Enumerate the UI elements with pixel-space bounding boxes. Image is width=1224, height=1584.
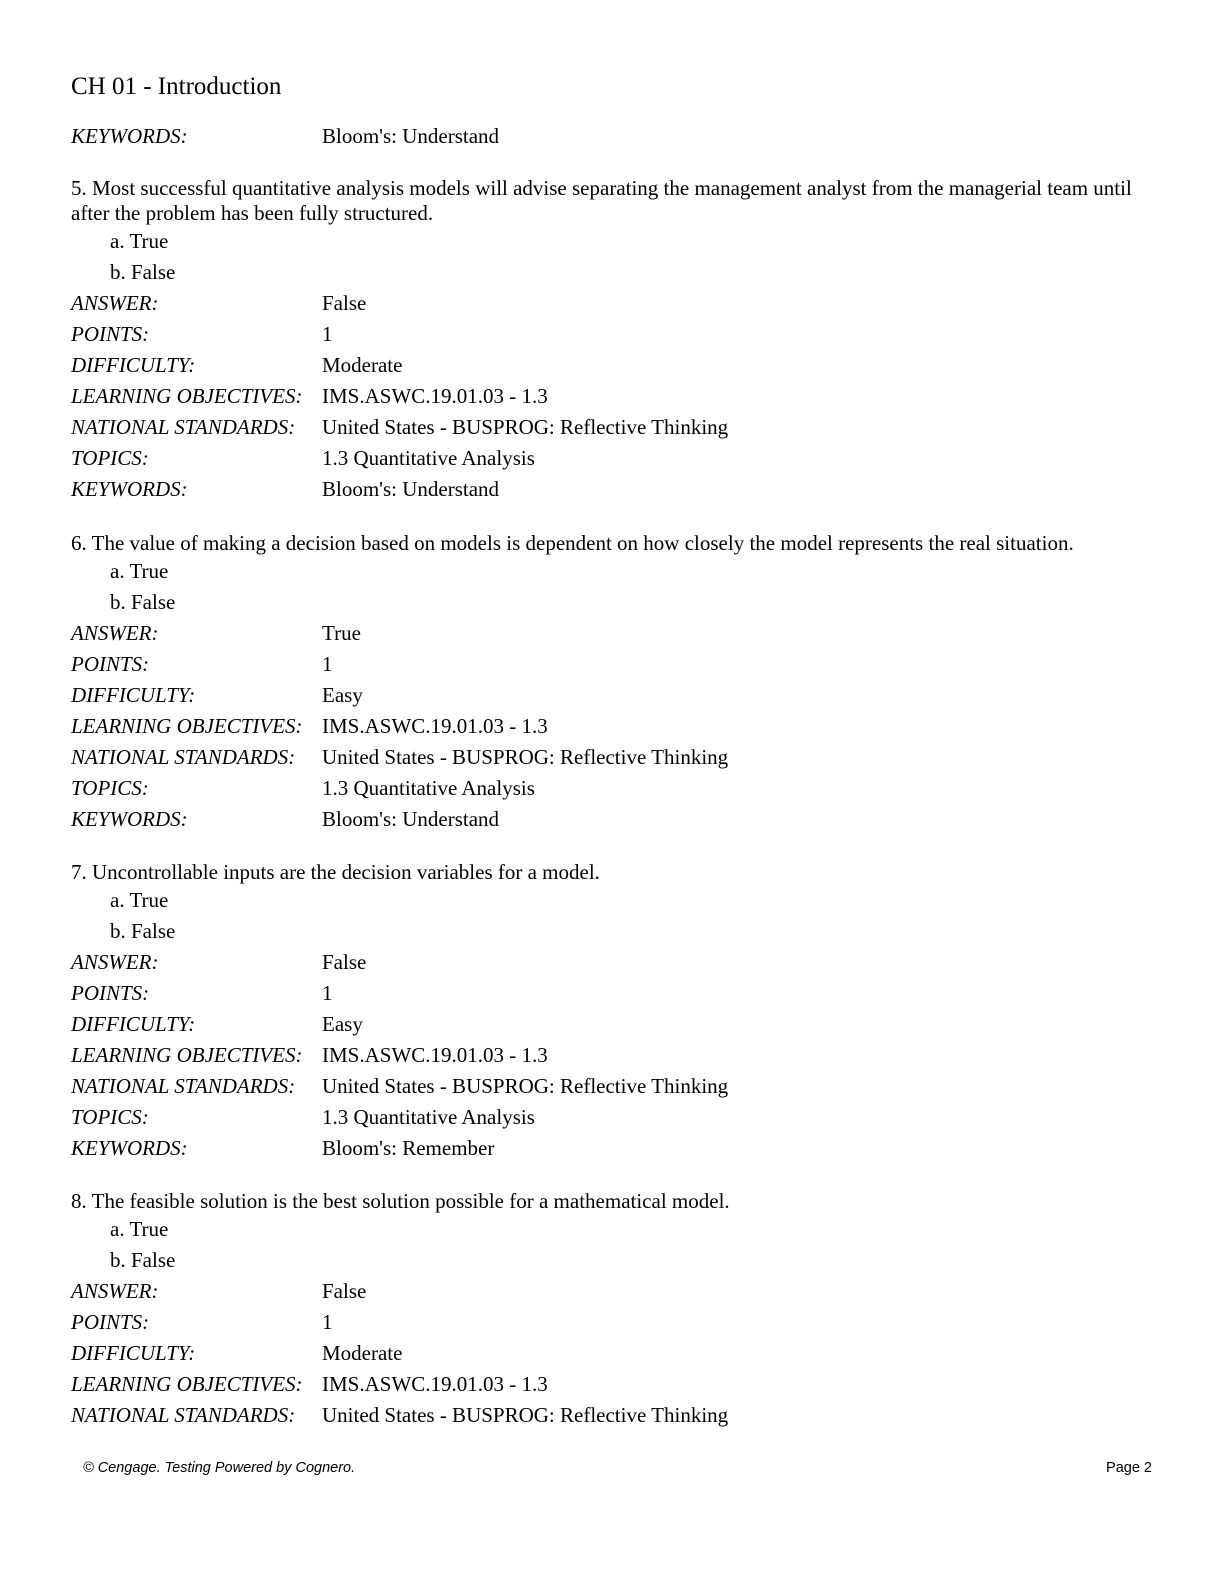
- meta-label: ANSWER:: [71, 1279, 159, 1303]
- meta-label: TOPICS:: [71, 776, 149, 800]
- meta-label: DIFFICULTY:: [71, 1341, 196, 1365]
- topics-row: [71, 773, 1161, 804]
- national-standards-row: [71, 412, 1161, 443]
- option-false: b. False: [110, 260, 176, 284]
- points-row: [71, 978, 1161, 1009]
- meta-label: TOPICS:: [71, 1105, 149, 1129]
- meta-label: POINTS:: [71, 981, 150, 1005]
- meta-value: False: [322, 950, 367, 974]
- meta-value: 1.3 Quantitative Analysis: [322, 776, 535, 800]
- difficulty-row: [71, 1338, 1161, 1369]
- meta-label: DIFFICULTY:: [71, 1012, 196, 1036]
- meta-label: POINTS:: [71, 1310, 150, 1334]
- meta-label: LEARNING OBJECTIVES:: [71, 1043, 303, 1067]
- national-standards-row: [71, 742, 1161, 773]
- meta-value: United States - BUSPROG: Reflective Thinking: [322, 1074, 729, 1098]
- meta-value: IMS.ASWC.19.01.03 - 1.3: [322, 1372, 548, 1396]
- question-8: [71, 1189, 1161, 1431]
- meta-label: NATIONAL STANDARDS:: [71, 415, 296, 439]
- answer-row: [71, 947, 1161, 978]
- footer-copyright: © Cengage. Testing Powered by Cognero.: [83, 1460, 356, 1476]
- answer-row: [71, 288, 1161, 319]
- question-stem: 7. Uncontrollable inputs are the decision variables for a model.: [71, 860, 600, 884]
- answer-row: [71, 1276, 1161, 1307]
- meta-label: ANSWER:: [71, 950, 159, 974]
- points-row: [71, 1307, 1161, 1338]
- meta-value: Bloom's: Remember: [322, 1136, 495, 1160]
- meta-value: Bloom's: Understand: [322, 477, 500, 501]
- meta-value: United States - BUSPROG: Reflective Thinking: [322, 1403, 729, 1427]
- meta-value: False: [322, 291, 367, 315]
- page-number: Page 2: [1106, 1460, 1152, 1476]
- meta-label: POINTS:: [71, 652, 150, 676]
- points-row: [71, 649, 1161, 680]
- meta-value: 1: [322, 1310, 333, 1334]
- option-false: b. False: [110, 1248, 176, 1272]
- meta-value: IMS.ASWC.19.01.03 - 1.3: [322, 714, 548, 738]
- question-6: [71, 531, 1161, 835]
- meta-label: TOPICS:: [71, 446, 149, 470]
- difficulty-row: [71, 680, 1161, 711]
- question-stem: 6. The value of making a decision based on models is dependent on how closely the model represents the real situation.: [71, 531, 1074, 555]
- keywords-row: [71, 1133, 1161, 1164]
- option-false: b. False: [110, 590, 176, 614]
- meta-value: United States - BUSPROG: Reflective Thinking: [322, 745, 729, 769]
- meta-label: KEYWORDS:: [71, 1136, 188, 1160]
- national-standards-row: [71, 1071, 1161, 1102]
- option-true: a. True: [110, 559, 169, 583]
- points-row: [71, 319, 1161, 350]
- meta-value: 1: [322, 652, 333, 676]
- option-true: a. True: [110, 229, 169, 253]
- meta-label: LEARNING OBJECTIVES:: [71, 714, 303, 738]
- option-true: a. True: [110, 888, 169, 912]
- meta-label: POINTS:: [71, 322, 150, 346]
- meta-value: Easy: [322, 683, 363, 707]
- difficulty-row: [71, 1009, 1161, 1040]
- keywords-row: [71, 474, 1161, 505]
- meta-label: ANSWER:: [71, 621, 159, 645]
- learning-objectives-row: [71, 1369, 1161, 1400]
- meta-value: Moderate: [322, 353, 403, 377]
- meta-value: Moderate: [322, 1341, 403, 1365]
- meta-label: ANSWER:: [71, 291, 159, 315]
- meta-label: KEYWORDS:: [71, 124, 188, 148]
- meta-value: IMS.ASWC.19.01.03 - 1.3: [322, 384, 548, 408]
- meta-label: NATIONAL STANDARDS:: [71, 745, 296, 769]
- learning-objectives-row: [71, 711, 1161, 742]
- learning-objectives-row: [71, 381, 1161, 412]
- meta-label: DIFFICULTY:: [71, 353, 196, 377]
- keywords-row: [71, 804, 1161, 835]
- meta-value: Bloom's: Understand: [322, 807, 500, 831]
- meta-value: 1.3 Quantitative Analysis: [322, 1105, 535, 1129]
- topics-row: [71, 1102, 1161, 1133]
- question-5: [71, 176, 1161, 505]
- option-false: b. False: [110, 919, 176, 943]
- meta-label: LEARNING OBJECTIVES:: [71, 1372, 303, 1396]
- meta-label: KEYWORDS:: [71, 477, 188, 501]
- learning-objectives-row: [71, 1040, 1161, 1071]
- meta-value: United States - BUSPROG: Reflective Thinking: [322, 415, 729, 439]
- topics-row: [71, 443, 1161, 474]
- meta-value: Bloom's: Understand: [322, 124, 500, 148]
- meta-value: IMS.ASWC.19.01.03 - 1.3: [322, 1043, 548, 1067]
- meta-label: DIFFICULTY:: [71, 683, 196, 707]
- option-true: a. True: [110, 1217, 169, 1241]
- difficulty-row: [71, 350, 1161, 381]
- meta-value: 1: [322, 981, 333, 1005]
- meta-label: KEYWORDS:: [71, 807, 188, 831]
- question-stem: 8. The feasible solution is the best solution possible for a mathematical model.: [71, 1189, 730, 1213]
- meta-value: True: [322, 621, 361, 645]
- meta-label: NATIONAL STANDARDS:: [71, 1074, 296, 1098]
- keywords-row: [71, 121, 499, 152]
- meta-label: LEARNING OBJECTIVES:: [71, 384, 303, 408]
- question-stem: 5. Most successful quantitative analysis models will advise separating the management analyst from the managerial team until after the problem has been fully structured.: [71, 176, 1132, 225]
- meta-value: Easy: [322, 1012, 363, 1036]
- meta-label: NATIONAL STANDARDS:: [71, 1403, 296, 1427]
- meta-value: 1.3 Quantitative Analysis: [322, 446, 535, 470]
- national-standards-row: [71, 1400, 1161, 1431]
- meta-value: False: [322, 1279, 367, 1303]
- answer-row: [71, 618, 1161, 649]
- meta-value: 1: [322, 322, 333, 346]
- question-7: [71, 860, 1161, 1164]
- page-title: CH 01 - Introduction: [71, 73, 282, 100]
